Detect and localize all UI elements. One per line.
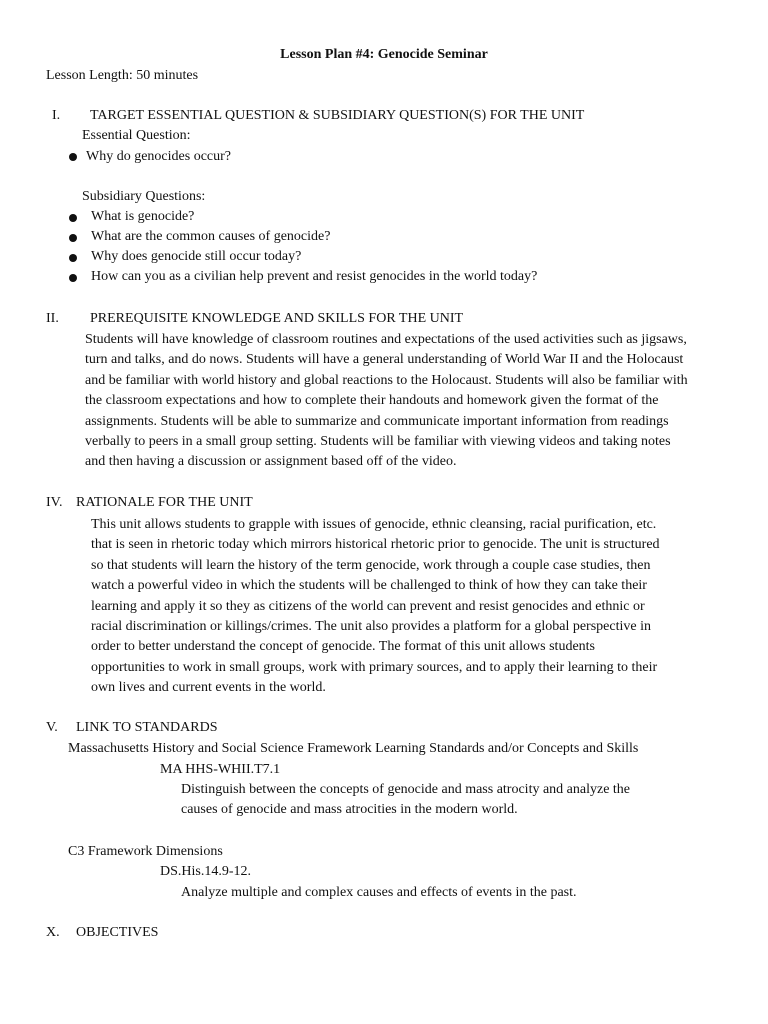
bullet-icon	[69, 214, 77, 222]
subsidiary-question-item: What are the common causes of genocide?	[91, 229, 331, 244]
paragraph-line: This unit allows students to grapple with issues of genocide, ethnic cleansing, racial purification, etc.	[91, 517, 657, 532]
paragraph-line: order to better understand the concept of genocide. The format of this unit allows students	[91, 639, 595, 655]
bullet-icon	[69, 274, 77, 282]
paragraph-line: assignments. Students will be able to summarize and communicate important information from readings	[85, 413, 669, 429]
section-2-heading: PREREQUISITE KNOWLEDGE AND SKILLS FOR THE UNIT	[90, 311, 464, 326]
paragraph-line: own lives and current events in the world.	[91, 680, 326, 696]
section-5-number: V.	[46, 720, 58, 735]
bullet-icon	[69, 254, 77, 262]
paragraph-line: verbally to peers in a small group setting. Students will be familiar with viewing videos and taking notes	[85, 434, 671, 450]
paragraph-line: so that students will learn the history of the term genocide, work through a couple case studies, then	[91, 557, 651, 573]
standard-code: MA HHS-WHII.T7.1	[160, 762, 281, 777]
section-4-heading: RATIONALE FOR THE UNIT	[76, 495, 253, 510]
section-2-paragraph	[85, 330, 733, 473]
bullet-icon	[69, 153, 77, 161]
standard-description-line: Distinguish between the concepts of genocide and mass atrocity and analyze the	[181, 782, 631, 797]
framework-label: Massachusetts History and Social Science Framework Learning Standards and/or Concepts and Skills	[68, 741, 639, 756]
section-2-number: II.	[46, 311, 59, 326]
paragraph-line: that is seen in rhetoric today which mirrors historical rhetoric prior to genocide. The unit is structured	[91, 537, 660, 553]
subsidiary-question-item: Why does genocide still occur today?	[91, 249, 302, 264]
paragraph-line: opportunities to work in small groups, work with primary sources, and to apply their learning to their	[91, 659, 658, 675]
section-5-heading: LINK TO STANDARDS	[76, 720, 218, 735]
section-1-heading: TARGET ESSENTIAL QUESTION & SUBSIDIARY QUESTION(S) FOR THE UNIT	[90, 108, 585, 123]
bullet-icon	[69, 234, 77, 242]
paragraph-line: learning and apply it so they as citizens of the world can prevent and resist genocides and ethnic or	[91, 598, 645, 614]
standard-description-line: causes of genocide and mass atrocities in the modern world.	[181, 802, 518, 817]
page-title: Lesson Plan #4: Genocide Seminar	[280, 47, 488, 62]
c3-framework-label: C3 Framework Dimensions	[68, 844, 223, 859]
paragraph-line: and be familiar with world history and global reactions to the Holocaust. Students will also be familiar with	[85, 372, 688, 388]
c3-description: Analyze multiple and complex causes and effects of events in the past.	[181, 885, 577, 900]
essential-question-label: Essential Question:	[82, 128, 191, 143]
paragraph-line: the classroom expectations and how to complete their handouts and homework given the format of the	[85, 393, 659, 409]
section-4-paragraph	[91, 515, 703, 699]
paragraph-line: watch a powerful video in which the students will be challenged to think of how they can take their	[91, 578, 647, 594]
section-1-number: I.	[52, 108, 61, 123]
c3-code: DS.His.14.9-12.	[160, 864, 252, 879]
paragraph-line: racial discrimination or killings/crimes. The unit also provides a platform for a global perspective in	[91, 619, 651, 635]
paragraph-line: Students will have knowledge of classroom routines and expectations of the used activities such as jigsaws,	[85, 332, 687, 347]
subsidiary-question-item: What is genocide?	[91, 209, 195, 224]
subsidiary-question-item: How can you as a civilian help prevent and resist genocides in the world today?	[91, 269, 538, 284]
section-4-number: IV.	[46, 495, 63, 510]
paragraph-line: and then having a discussion or assignment based off of the video.	[85, 454, 457, 470]
essential-question-item: Why do genocides occur?	[86, 149, 231, 164]
subsidiary-questions-label: Subsidiary Questions:	[82, 189, 206, 204]
section-10-heading: OBJECTIVES	[76, 925, 159, 940]
paragraph-line: turn and talks, and do nows. Students will have a general understanding of World War II and the Holocaust	[85, 352, 684, 368]
lesson-length: Lesson Length: 50 minutes	[46, 68, 199, 83]
section-10-number: X.	[46, 925, 60, 940]
